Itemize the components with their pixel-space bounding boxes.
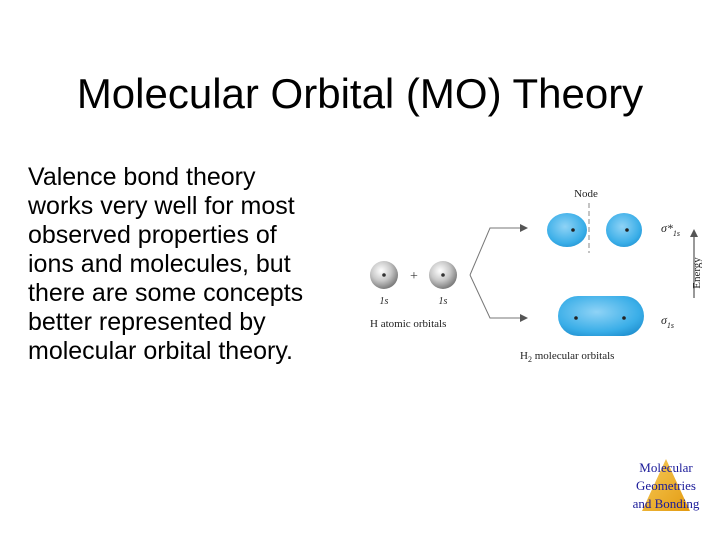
atom2-label: 1s bbox=[438, 296, 448, 307]
footer-line: and Bonding bbox=[632, 496, 700, 511]
footer-line: Geometries bbox=[636, 478, 696, 493]
footer-line: Molecular bbox=[639, 460, 693, 475]
node-label: Node bbox=[574, 188, 598, 200]
body-line: works very well for most bbox=[28, 192, 295, 220]
nucleus-dot bbox=[574, 316, 578, 320]
nucleus-dot bbox=[571, 228, 575, 232]
nucleus-dot bbox=[622, 316, 626, 320]
molecular-caption: $H_2$ molecular orbitals bbox=[520, 350, 615, 364]
energy-label: Energy bbox=[691, 257, 702, 289]
atom1-label: 1s bbox=[379, 296, 389, 307]
body-line: ions and molecules, but bbox=[28, 250, 291, 278]
antibonding-lobe-left bbox=[547, 213, 587, 247]
antibonding-lobe-right bbox=[606, 213, 642, 247]
body-line: observed properties of bbox=[28, 221, 277, 249]
footer-label bbox=[620, 459, 712, 513]
nucleus-dot bbox=[625, 228, 629, 232]
slide-title: Molecular Orbital (MO) Theory bbox=[76, 70, 644, 117]
atom-nucleus-dot bbox=[441, 273, 445, 277]
mo-diagram bbox=[362, 178, 702, 383]
atom-nucleus-dot bbox=[382, 273, 386, 277]
branch-line-lower bbox=[470, 275, 527, 318]
branch-line-upper bbox=[470, 228, 527, 275]
body-line: there are some concepts bbox=[28, 279, 304, 307]
footer-logo bbox=[620, 457, 712, 527]
plus-sign: + bbox=[410, 269, 418, 284]
atomic-caption: H atomic orbitals bbox=[370, 318, 447, 330]
sigma-star-label: $\sigma*_{1s}$ bbox=[661, 221, 681, 238]
sigma-label: $\sigma_{1s}$ bbox=[661, 313, 675, 330]
bonding-orbital bbox=[558, 296, 644, 336]
body-line: better represented by bbox=[28, 308, 266, 336]
mo-diagram-svg bbox=[362, 178, 702, 378]
body-text bbox=[28, 163, 358, 366]
body-line: Valence bond theory bbox=[28, 163, 256, 191]
body-line: molecular orbital theory. bbox=[28, 337, 293, 365]
